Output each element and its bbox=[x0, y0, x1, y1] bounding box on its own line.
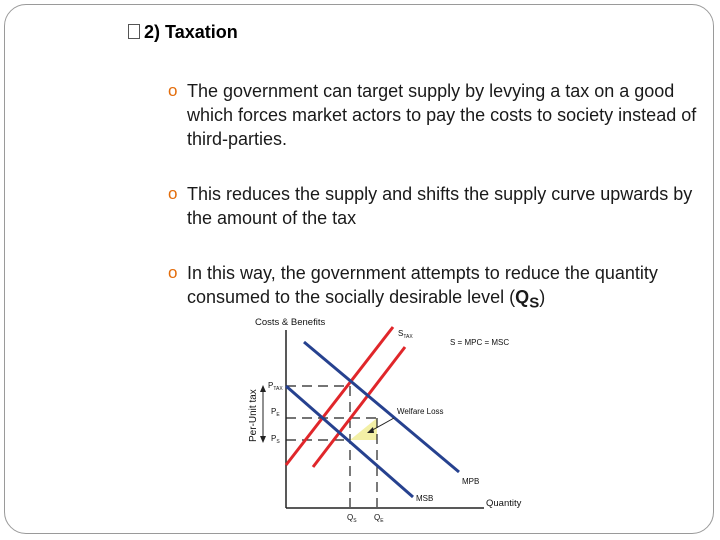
heading-number: 2) bbox=[144, 22, 161, 42]
x-tick-qe: $Q_E$ bbox=[374, 513, 384, 524]
bullet-text-end: ) bbox=[539, 287, 546, 307]
y-tick-ps: $P_S$ bbox=[271, 434, 280, 445]
bullet-text: The government can target supply by levying a tax on a good which forces market actors to pay the costs to society instead of third-parties. bbox=[187, 81, 697, 149]
bullet-text: This reduces the supply and shifts the supply curve upwards by the amount of the tax bbox=[187, 184, 693, 228]
series-label-msb: MSB bbox=[416, 494, 434, 503]
x-tick-qs: $Q_S$ bbox=[347, 513, 357, 524]
qs-symbol: $Q_S$ bbox=[515, 287, 540, 312]
bullet-text bbox=[168, 261, 708, 316]
y-tick-pe: $P_E$ bbox=[271, 407, 280, 418]
x-axis-label: Quantity bbox=[486, 498, 522, 509]
slide-heading bbox=[128, 22, 238, 43]
bullet-marker: o bbox=[168, 184, 178, 203]
series-label-s-mpc-msc: S = MPC = MSC bbox=[450, 338, 510, 347]
tax-bracket-down-icon bbox=[260, 436, 266, 443]
tax-bracket-up-icon bbox=[260, 385, 266, 392]
bullet-text-main: In this way, the government attempts to reduce the quantity consumed to the socially desirable level ( bbox=[187, 263, 658, 307]
heading-title: Taxation bbox=[165, 22, 238, 42]
series-label-mpb: MPB bbox=[462, 477, 480, 486]
bullet-marker: o bbox=[168, 263, 178, 282]
bullet-3 bbox=[168, 261, 708, 316]
y-axis-label: Costs & Benefits bbox=[255, 317, 326, 328]
y-tick-ptax: $P_{TAX}$ bbox=[268, 381, 283, 392]
series-label-stax: $S_{TAX}$ bbox=[398, 329, 413, 340]
tax-chart bbox=[240, 314, 540, 529]
bullet-1 bbox=[168, 79, 708, 151]
per-unit-tax-label: Per-Unit tax bbox=[248, 389, 259, 442]
bullet-marker: o bbox=[168, 81, 178, 100]
qs-subscript: S bbox=[529, 294, 540, 312]
bullet-2 bbox=[168, 182, 708, 230]
welfare-loss-label: Welfare Loss bbox=[397, 407, 444, 416]
series-line-supply-tax bbox=[286, 327, 393, 465]
bullet-box-icon bbox=[128, 24, 140, 39]
